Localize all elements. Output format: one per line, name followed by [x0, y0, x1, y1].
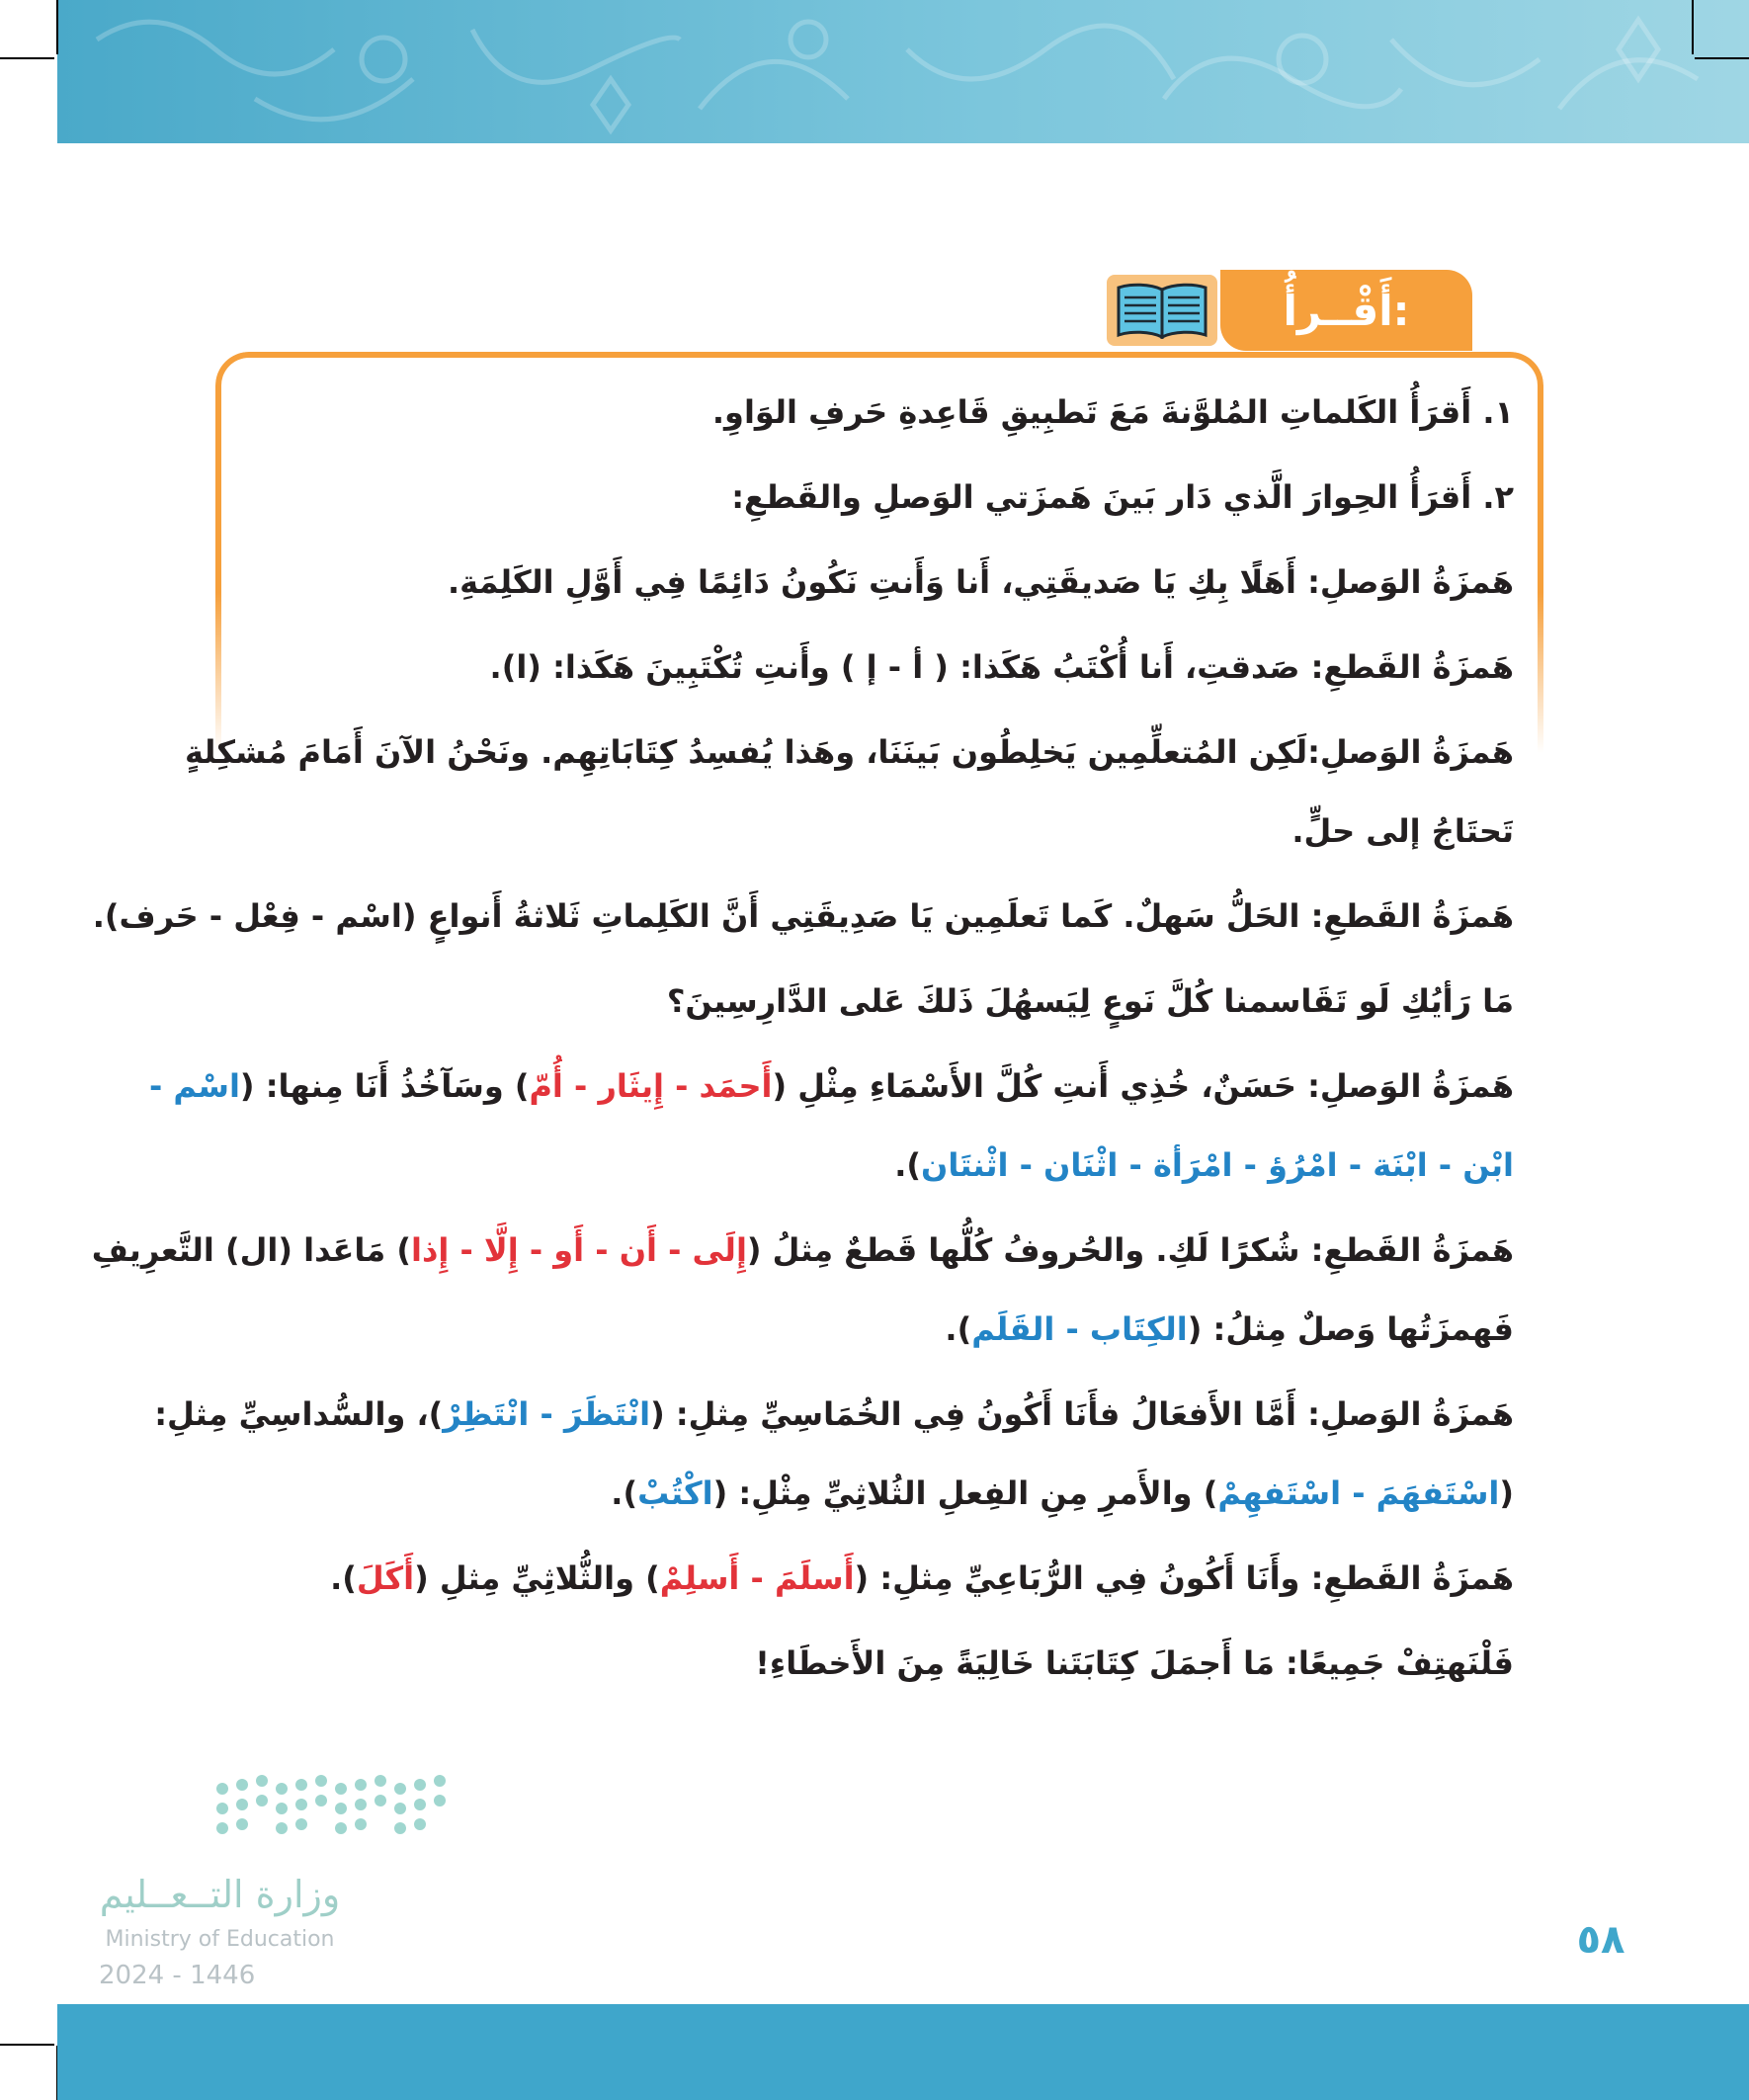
line-text: ) وسَآخُذُ أَنَا مِنها: (: [239, 1067, 530, 1105]
highlighted-word: أَكَلَ: [356, 1559, 415, 1597]
line-text: هَمزَةُ القَطعِ: صَدقتِ، أَنا أُكْتَبُ هَكَذا: ( أ - إ ) وأَنتِ تُكْتَبِينَ هَكَذا: (ا).: [489, 648, 1514, 686]
highlighted-word: انْتَظَرَ - انْتَظِرْ: [443, 1395, 651, 1433]
dialogue-line: [229, 560, 1514, 604]
highlighted-word: الكِتَاب - القَلَم: [971, 1310, 1188, 1348]
line-text: هَمزَةُ القَطعِ: شُكرًا لَكِ. والحُروفُ كُلُّها قَطعٌ مِثلُ (: [746, 1231, 1514, 1269]
line-text: ) والثُّلاثِيِّ مِثلِ (: [414, 1559, 660, 1597]
line-text: هَمزَةُ القَطعِ: الحَلُّ سَهلٌ. كَما تَعلَمِين يَا صَدِيقَتِي أَنَّ الكَلِماتِ ثَلاثةُ أَنواعٍ (اسْم - فِعْل - حَرف).: [92, 897, 1514, 935]
dialogue-line: [229, 1471, 1514, 1515]
line-text: )، والسُّداسِيِّ مِثلِ:: [154, 1395, 444, 1433]
highlighted-word: اسْم -: [148, 1067, 240, 1105]
highlighted-word: اكْتُبْ: [637, 1474, 713, 1512]
dialogue-line: [229, 1641, 1514, 1685]
dialogue-line: [154, 1392, 1514, 1436]
line-text: هَمزَةُ الوَصلِ:لَكِن المُتعلِّمِين يَخلِطُون بَينَنَا، وهَذا يُفسِدُ كِتَابَاتِهِم. ونَحْنُ الآنَ أَمَامَ مُشكِلةٍ: [184, 733, 1514, 771]
read-section-tab: [1220, 270, 1472, 351]
dialogue-line: [229, 1307, 1514, 1351]
dialogue-line: [91, 1228, 1514, 1272]
dialogue-line: [229, 809, 1514, 853]
dialogue-line: [229, 979, 1514, 1023]
dialogue-line: [229, 1143, 1514, 1187]
open-book-icon: [1115, 282, 1209, 339]
page-number: ٥٨: [1576, 1917, 1625, 1963]
bottom-decorative-band: [57, 2004, 1749, 2100]
reading-badge: [1107, 275, 1217, 346]
line-text: ٢. أَقرَأُ الحِوارَ الَّذي دَار بَينَ هَمزَتي الوَصلِ والقَطعِ:: [731, 478, 1514, 516]
line-text: (: [1499, 1474, 1514, 1512]
line-text: ١. أَقرَأُ الكَلماتِ المُلوَّنةَ مَعَ تَطبِيقِ قَاعِدةِ حَرفِ الوَاوِ.: [711, 393, 1514, 431]
ministry-dots-logo: [212, 1769, 459, 1868]
line-text: ).: [894, 1146, 922, 1184]
line-text: هَمزَةُ الوَصلِ: أَهَلًا بِكِ يَا صَديقَتِي، أَنا وَأَنتِ نَكُونُ دَائِمًا فِي أَوَّلِ الكَلِمَةِ.: [447, 563, 1514, 601]
line-text: مَا رَأيُكِ لَو تَقَاسمنا كُلَّ نَوعٍ لِيَسهُلَ ذَلكَ عَلى الدَّارِسِينَ؟: [666, 982, 1514, 1020]
ministry-name-arabic: وزارة التــعــليم: [99, 1873, 341, 1916]
highlighted-word: ابْن - ابْنَة - امْرُؤ - امْرَأة - اثْنَان - اثْنتَان: [921, 1146, 1514, 1184]
line-text: هَمزَةُ الوَصلِ: أَمَّا الأَفعَالُ فأَنَا أَكُونُ فِي الخُمَاسِيِّ مِثلِ: (: [650, 1395, 1514, 1433]
dialogue-line: [229, 475, 1514, 519]
read-section-title: أَقْــرأُ:: [1283, 286, 1410, 335]
edition-year: 2024 - 1446: [99, 1961, 256, 1990]
line-text: فَلْنَهتِفْ جَمِيعًا: مَا أَجمَلَ كِتَابَتَنا خَالِيَةً مِنَ الأَخطَاءِ!: [755, 1644, 1514, 1682]
dialogue-line: [92, 894, 1514, 938]
highlighted-word: أَسلَمَ - أَسلِمْ: [659, 1559, 855, 1597]
dialogue-line: [229, 645, 1514, 689]
highlighted-word: أَحمَد - إِيثَار - أُمّ: [529, 1067, 773, 1105]
dialogue-line: [229, 390, 1514, 434]
calligraphy-pattern: [57, 0, 1749, 143]
top-decorative-band: [57, 0, 1749, 143]
line-text: فَهمزَتُها وَصلٌ مِثلُ: (: [1187, 1310, 1514, 1348]
line-text: هَمزَةُ الوَصلِ: حَسَنٌ، خُذِي أَنتِ كُلَّ الأَسْمَاءِ مِثْلِ (: [772, 1067, 1514, 1105]
line-text: ) مَاعَدا (ال) التَّعرِيفِ: [91, 1231, 411, 1269]
dialogue-line: [229, 1556, 1514, 1600]
dialogue-line: [184, 730, 1514, 774]
highlighted-word: إِلَى - أَن - أَو - إِلَّا - إِذا: [411, 1231, 747, 1269]
line-text: تَحتَاجُ إلى حلٍّ.: [1291, 812, 1514, 850]
dialogue-text: [91, 390, 1514, 1726]
line-text: ).: [330, 1559, 357, 1597]
highlighted-word: اسْتَفهَمَ - اسْتَفهِمْ: [1217, 1474, 1500, 1512]
line-text: ) والأَمرِ مِنِ الفِعلِ الثُلاثِيِّ مِثْلِ: (: [712, 1474, 1218, 1512]
dialogue-line: [148, 1064, 1514, 1108]
ministry-name-english: Ministry of Education: [105, 1927, 335, 1952]
line-text: هَمزَةُ القَطعِ: وأَنَا أَكُونُ فِي الرُّبَاعِيِّ مِثلِ: (: [854, 1559, 1514, 1597]
line-text: ).: [611, 1474, 638, 1512]
line-text: ).: [945, 1310, 972, 1348]
